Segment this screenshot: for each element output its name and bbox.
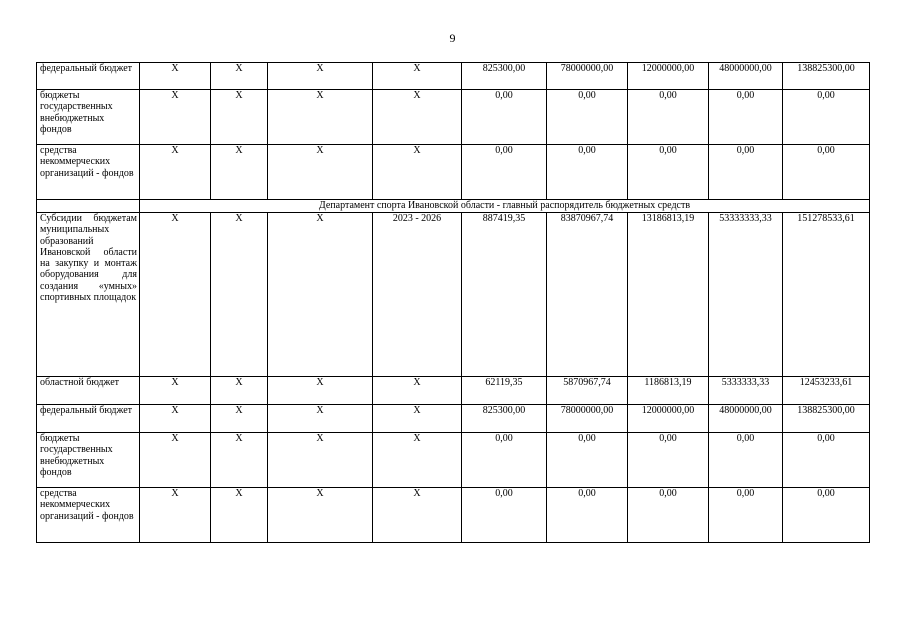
cell: 5870967,74 bbox=[547, 377, 628, 405]
cell: 12000000,00 bbox=[628, 63, 709, 90]
cell: X bbox=[211, 377, 268, 405]
cell: 0,00 bbox=[628, 488, 709, 543]
row-label: федеральный бюджет bbox=[37, 405, 140, 433]
cell: 13186813,19 bbox=[628, 213, 709, 377]
cell: X bbox=[211, 433, 268, 488]
cell: X bbox=[211, 405, 268, 433]
empty-cell bbox=[37, 200, 140, 213]
table-row bbox=[37, 90, 870, 145]
table-row bbox=[37, 488, 870, 543]
cell: X bbox=[268, 377, 373, 405]
row-label: бюджеты государственных внебюджетных фондов bbox=[37, 433, 140, 488]
cell: 825300,00 bbox=[462, 405, 547, 433]
table-row bbox=[37, 377, 870, 405]
cell: X bbox=[373, 90, 462, 145]
cell: 151278533,61 bbox=[783, 213, 870, 377]
cell: 2023 - 2026 bbox=[373, 213, 462, 377]
cell: X bbox=[373, 63, 462, 90]
cell: X bbox=[140, 63, 211, 90]
cell: X bbox=[268, 63, 373, 90]
cell: 12453233,61 bbox=[783, 377, 870, 405]
cell: 62119,35 bbox=[462, 377, 547, 405]
cell: X bbox=[211, 145, 268, 200]
cell: 5333333,33 bbox=[709, 377, 783, 405]
cell: X bbox=[373, 377, 462, 405]
cell: 0,00 bbox=[783, 90, 870, 145]
cell: 83870967,74 bbox=[547, 213, 628, 377]
cell: 53333333,33 bbox=[709, 213, 783, 377]
table-row bbox=[37, 63, 870, 90]
cell: 0,00 bbox=[462, 433, 547, 488]
cell: 78000000,00 bbox=[547, 405, 628, 433]
section-header-row bbox=[37, 200, 870, 213]
cell: 0,00 bbox=[547, 433, 628, 488]
cell: X bbox=[373, 433, 462, 488]
budget-table bbox=[36, 62, 870, 543]
cell: X bbox=[140, 433, 211, 488]
cell: 138825300,00 bbox=[783, 405, 870, 433]
table-row bbox=[37, 213, 870, 377]
row-label: Субсидии бюджетам муниципальных образований Ивановской области на закупку и монтаж оборудования для создания «умных» спортивных площадок bbox=[37, 213, 140, 377]
cell: X bbox=[140, 145, 211, 200]
cell: 138825300,00 bbox=[783, 63, 870, 90]
cell: 0,00 bbox=[783, 488, 870, 543]
cell: X bbox=[373, 145, 462, 200]
row-label: средства некоммерческих организаций - фондов bbox=[37, 488, 140, 543]
cell: X bbox=[140, 213, 211, 377]
row-label: средства некоммерческих организаций - фондов bbox=[37, 145, 140, 200]
cell: X bbox=[140, 405, 211, 433]
cell: 0,00 bbox=[462, 145, 547, 200]
cell: 0,00 bbox=[462, 90, 547, 145]
row-label: федеральный бюджет bbox=[37, 63, 140, 90]
cell: 48000000,00 bbox=[709, 405, 783, 433]
cell: X bbox=[268, 405, 373, 433]
cell: 825300,00 bbox=[462, 63, 547, 90]
cell: 0,00 bbox=[628, 90, 709, 145]
cell: 887419,35 bbox=[462, 213, 547, 377]
cell: X bbox=[268, 145, 373, 200]
cell: 0,00 bbox=[709, 433, 783, 488]
cell: X bbox=[211, 90, 268, 145]
cell: 48000000,00 bbox=[709, 63, 783, 90]
cell: X bbox=[140, 377, 211, 405]
cell: 0,00 bbox=[783, 433, 870, 488]
cell: X bbox=[211, 63, 268, 90]
cell: X bbox=[140, 488, 211, 543]
table-row bbox=[37, 145, 870, 200]
cell: X bbox=[268, 433, 373, 488]
cell: 0,00 bbox=[709, 488, 783, 543]
cell: X bbox=[268, 90, 373, 145]
cell: 0,00 bbox=[628, 145, 709, 200]
cell: 0,00 bbox=[462, 488, 547, 543]
cell: X bbox=[140, 90, 211, 145]
cell: 12000000,00 bbox=[628, 405, 709, 433]
cell: X bbox=[268, 488, 373, 543]
section-header: Департамент спорта Ивановской области - главный распорядитель бюджетных средств bbox=[140, 200, 870, 213]
page-number: 9 bbox=[449, 31, 456, 45]
cell: X bbox=[268, 213, 373, 377]
cell: 1186813,19 bbox=[628, 377, 709, 405]
cell: 0,00 bbox=[547, 145, 628, 200]
table-row bbox=[37, 405, 870, 433]
cell: X bbox=[373, 405, 462, 433]
cell: X bbox=[373, 488, 462, 543]
table-row bbox=[37, 433, 870, 488]
cell: 78000000,00 bbox=[547, 63, 628, 90]
cell: 0,00 bbox=[547, 90, 628, 145]
cell: X bbox=[211, 488, 268, 543]
cell: 0,00 bbox=[783, 145, 870, 200]
cell: 0,00 bbox=[709, 90, 783, 145]
row-label: бюджеты государственных внебюджетных фондов bbox=[37, 90, 140, 145]
row-label: областной бюджет bbox=[37, 377, 140, 405]
cell: 0,00 bbox=[709, 145, 783, 200]
cell: 0,00 bbox=[628, 433, 709, 488]
cell: 0,00 bbox=[547, 488, 628, 543]
cell: X bbox=[211, 213, 268, 377]
